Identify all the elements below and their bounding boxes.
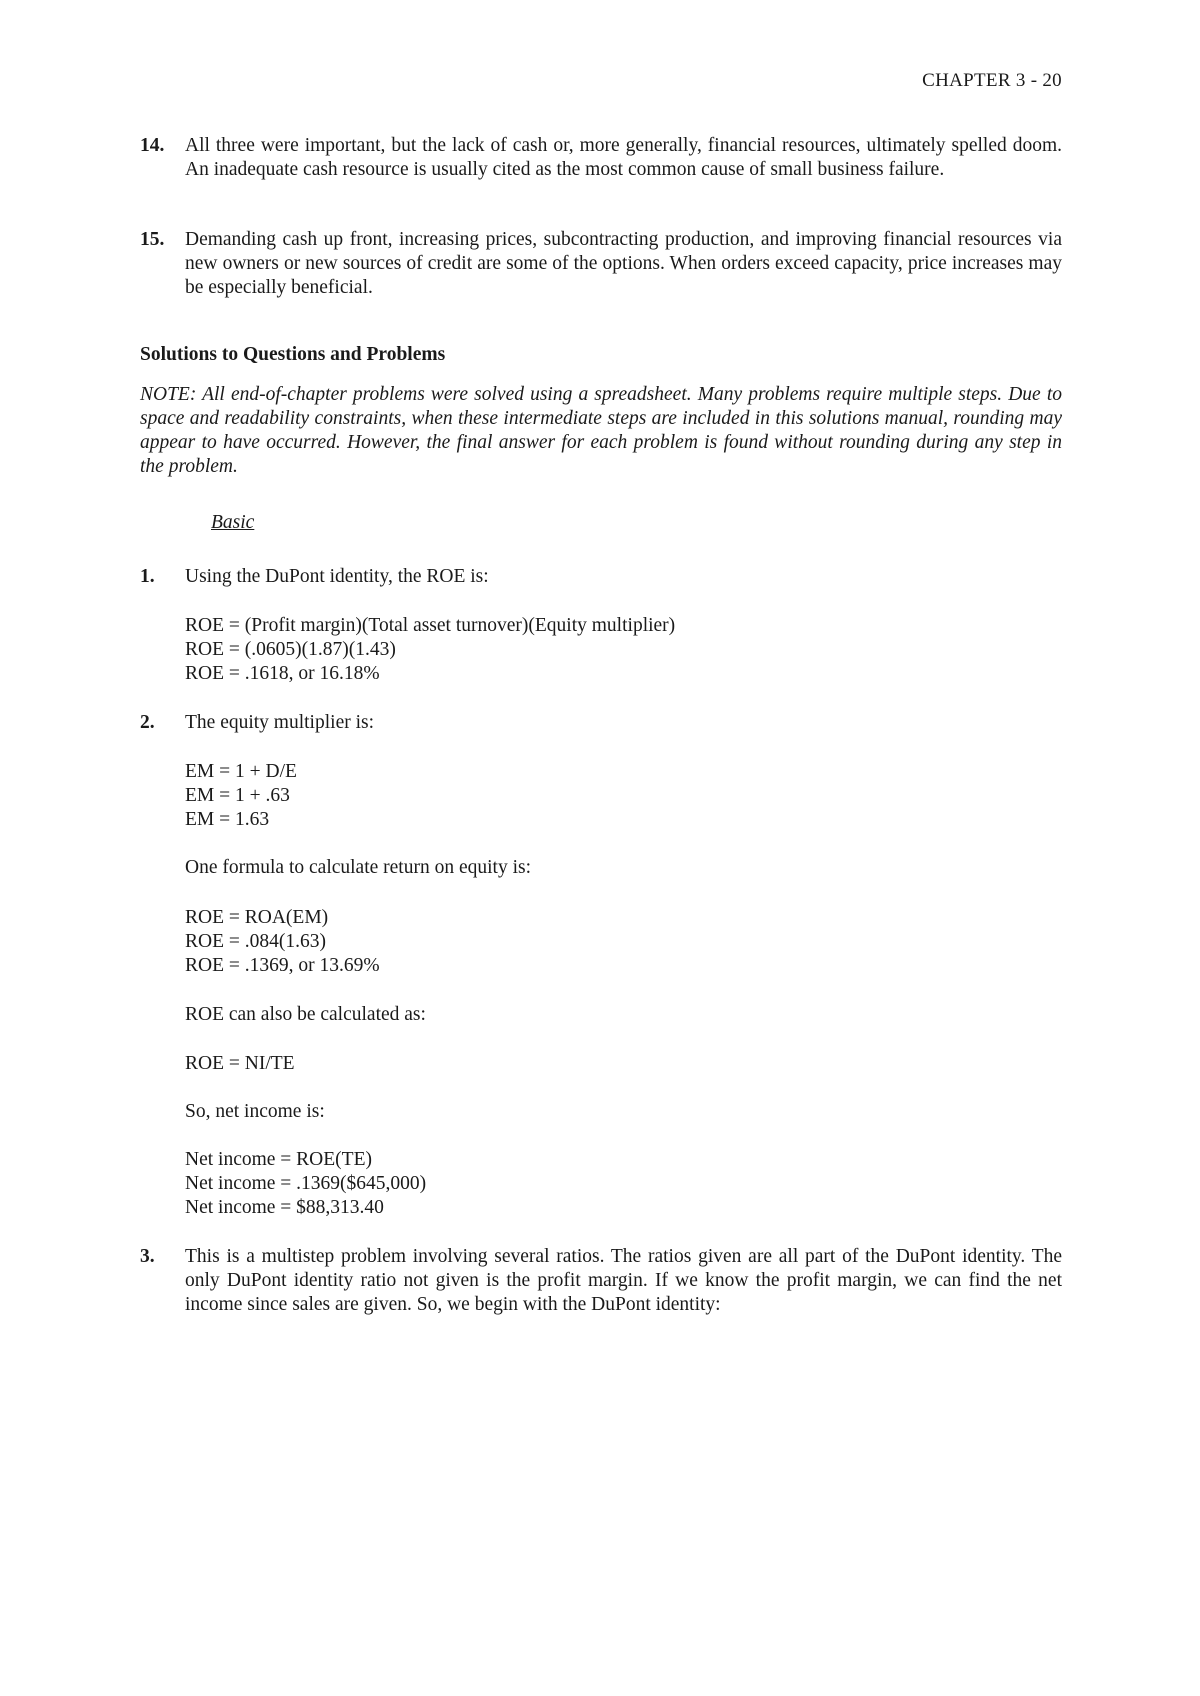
net-income-equations xyxy=(185,1148,426,1220)
question-text: All three were important, but the lack of cash or, more generally, financial resources, ultimately spelled doom. An inadequate cash resource is usually cited as the most common cause of small business failure. xyxy=(185,135,1062,180)
net-income-intro: So, net income is: xyxy=(185,1101,325,1122)
equation-line: Net income = $88,313.40 xyxy=(185,1197,384,1218)
alt-equation: ROE = NI/TE xyxy=(185,1053,295,1074)
equation-line: EM = 1 + .63 xyxy=(185,785,290,806)
problem-number: 2. xyxy=(140,712,155,733)
question-number: 14. xyxy=(140,135,165,156)
equation-line: Net income = ROE(TE) xyxy=(185,1149,372,1170)
section-heading: Solutions to Questions and Problems xyxy=(140,344,446,365)
problem-intro: Using the DuPont identity, the ROE is: xyxy=(185,566,489,587)
equation-line: ROE = .1369, or 13.69% xyxy=(185,955,380,976)
solutions-note: NOTE: All end-of-chapter problems were solved using a spreadsheet. Many problems require multiple steps. Due to space and readability constraints, when these intermediate steps are included in this solutions manual, rounding may appear to have occurred. However, the final answer for each problem is found without rounding during any step in the problem. xyxy=(140,384,1062,477)
roe-equations xyxy=(185,906,380,978)
question-15 xyxy=(140,228,1062,300)
problem-number: 3. xyxy=(140,1246,155,1267)
problem-1 xyxy=(140,565,1062,589)
question-14 xyxy=(140,134,1062,182)
alt-intro: ROE can also be calculated as: xyxy=(185,1004,426,1025)
question-number: 15. xyxy=(140,229,165,250)
equation-line: EM = 1 + D/E xyxy=(185,761,297,782)
problem-text: This is a multistep problem involving several ratios. The ratios given are all part of the DuPont identity. The only DuPont identity ratio not given is the profit margin. If we know the profit margin, we can find the net income since sales are given. So, we begin with the DuPont identity: xyxy=(185,1246,1062,1315)
equation-line: ROE = .084(1.63) xyxy=(185,931,326,952)
equation-line: ROE = ROA(EM) xyxy=(185,907,329,928)
problem-2 xyxy=(140,711,1062,735)
equation-line: Net income = .1369($645,000) xyxy=(185,1173,427,1194)
question-text: Demanding cash up front, increasing prices, subcontracting production, and improving financial resources via new owners or new sources of credit are some of the options. When orders exceed capacity, price increases may be especially beneficial. xyxy=(185,229,1062,298)
problem-intro: The equity multiplier is: xyxy=(185,712,375,733)
problem-number: 1. xyxy=(140,566,155,587)
em-equations xyxy=(185,760,297,832)
problem-1-equations xyxy=(185,614,675,686)
equation-line: ROE = (Profit margin)(Total asset turnover)(Equity multiplier) xyxy=(185,615,676,636)
equation-line: EM = 1.63 xyxy=(185,809,270,830)
equation-line: ROE = .1618, or 16.18% xyxy=(185,663,380,684)
basic-subheading: Basic xyxy=(211,512,255,533)
equation-line: ROE = (.0605)(1.87)(1.43) xyxy=(185,639,396,660)
page-header: CHAPTER 3 - 20 xyxy=(922,70,1062,91)
problem-3 xyxy=(140,1245,1062,1317)
roe-intro: One formula to calculate return on equity is: xyxy=(185,857,532,878)
